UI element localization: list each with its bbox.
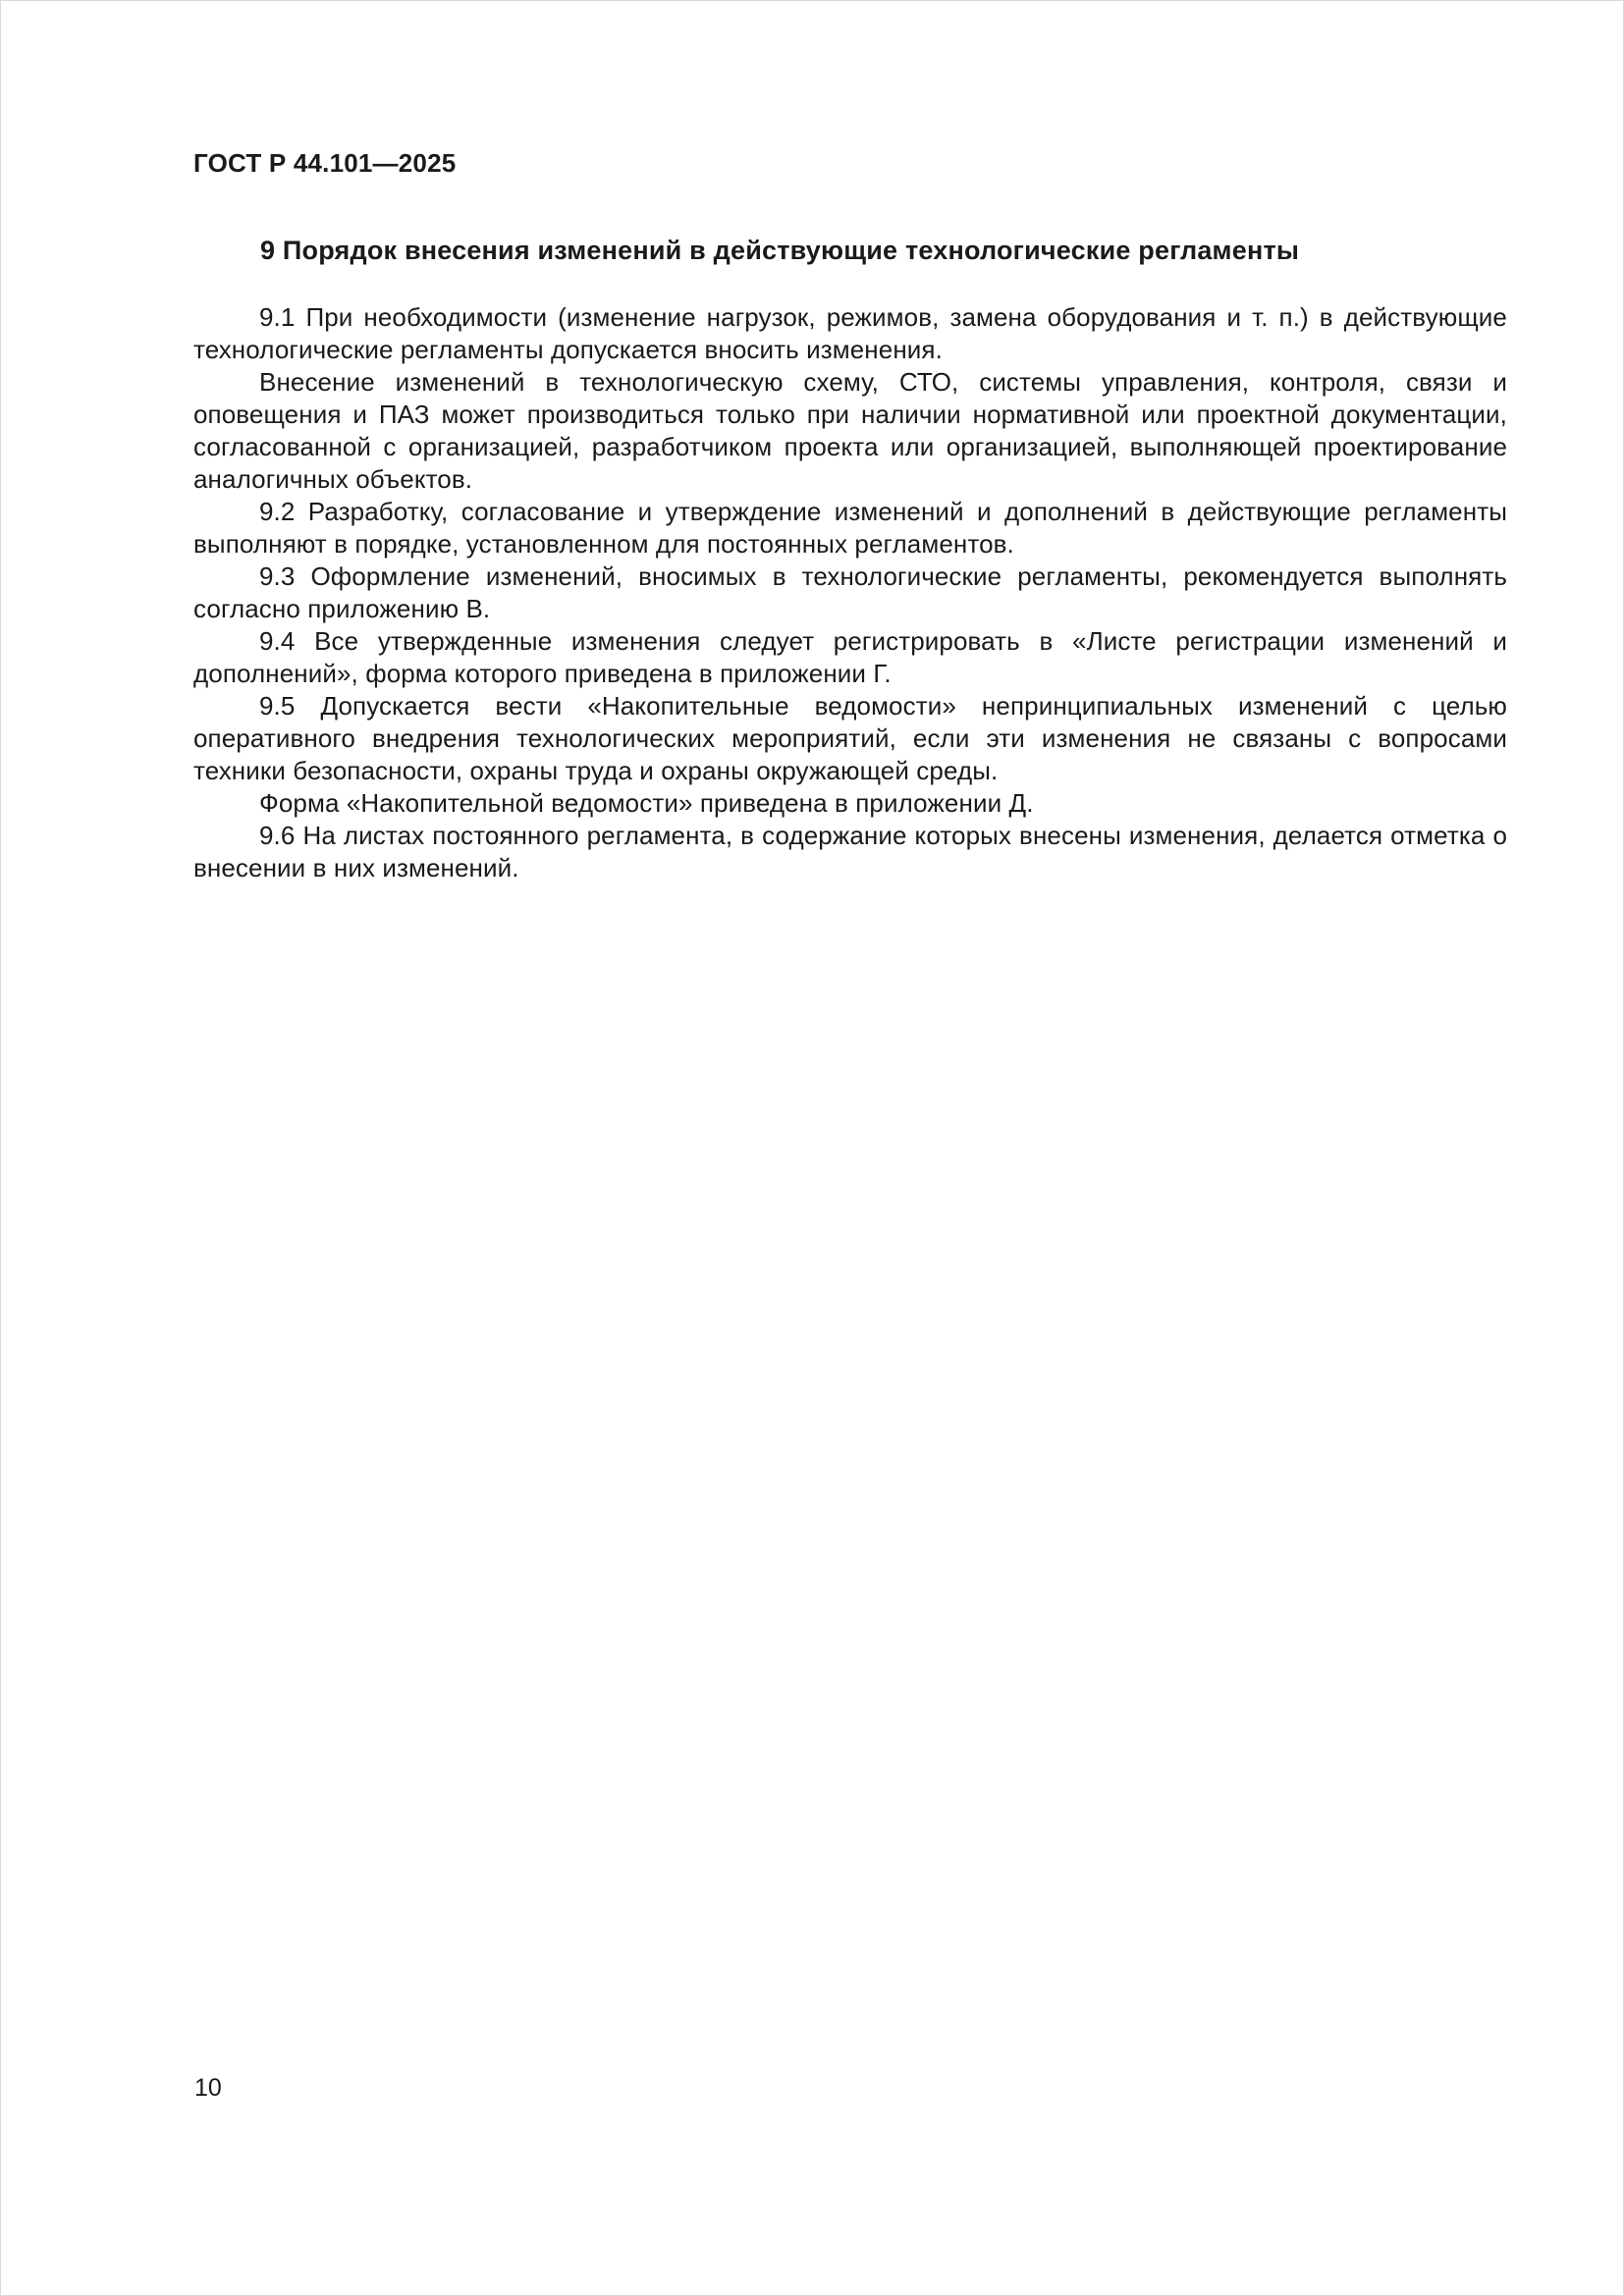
paragraph-9-3: 9.3 Оформление изменений, вносимых в технологические регламенты, рекомендуется выполнять согласно приложению В. (193, 561, 1507, 623)
paragraph-9-4: 9.4 Все утвержденные изменения следует регистрировать в «Листе регистрации изменений и дополнений», форма которого приведена в приложении Г. (193, 626, 1507, 688)
paragraph-9-5-continued: Форма «Накопительной ведомости» приведена в приложении Д. (259, 788, 1034, 818)
paragraph-9-2: 9.2 Разработку, согласование и утверждение изменений и дополнений в действующие регламенты выполняют в порядке, установленном для постоянных регламентов. (193, 497, 1507, 559)
running-header: ГОСТ Р 44.101—2025 (193, 148, 457, 178)
paragraph-9-6: 9.6 На листах постоянного регламента, в содержание которых внесены изменения, делается отметка о внесении в них изменений. (193, 821, 1507, 882)
section-heading: 9 Порядок внесения изменений в действующие технологические регламенты (260, 236, 1300, 265)
paragraph-9-1: 9.1 При необходимости (изменение нагрузок, режимов, замена оборудования и т. п.) в действующие технологические регламенты допускается вносить изменения. (193, 302, 1507, 364)
paragraph-9-1-continued: Внесение изменений в технологическую схему, СТО, системы управления, контроля, связи и оповещения и ПАЗ может производиться только при наличии нормативной или проектной документации, согласованной с организацией, разработчиком проекта или организацией, выполняющей проектирование аналогичных объектов. (193, 367, 1507, 494)
section-content (193, 232, 1507, 884)
paragraph-9-5: 9.5 Допускается вести «Накопительные ведомости» непринципиальных изменений с целью оперативного внедрения технологических мероприятий, если эти изменения не связаны с вопросами техники безопасности, охраны труда и охраны окружающей среды. (193, 691, 1507, 785)
page-number: 10 (194, 2074, 222, 2102)
